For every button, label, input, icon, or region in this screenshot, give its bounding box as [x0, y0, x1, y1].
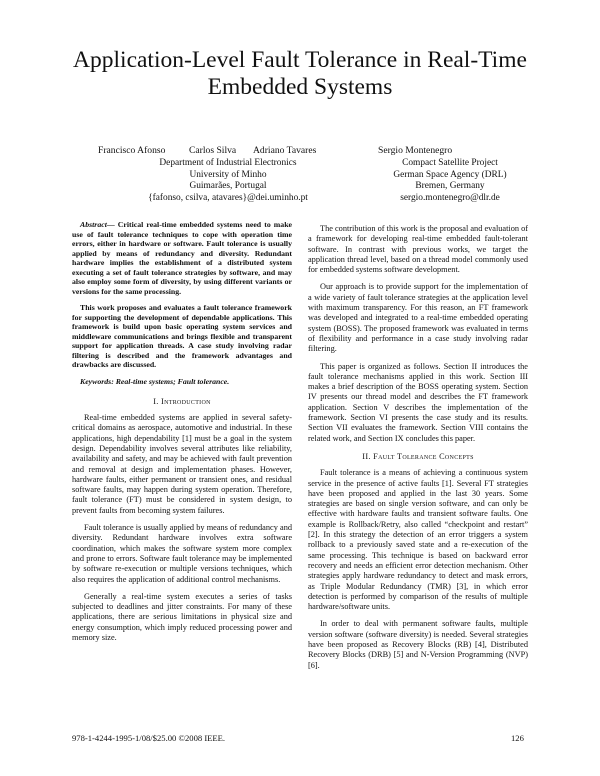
abstract-paragraph	[72, 220, 292, 296]
body-paragraph: Real-time embedded systems are applied in several safety-critical domains as aerospace, automotive and industrial. In these applications, high dependability [1] must be a goal in the system design. Dependability involves several attributes like reliability, availability and safety, and may be achieved with fault prevention and removal at design and implementation phases. However, hardware faults, either permanent or transient ones, and residual software faults, may happen during system operation. Therefore, fault tolerance (FT) must be considered in system design, to prevent faults from becoming system failures.	[72, 413, 292, 515]
affiliation-left	[128, 158, 328, 204]
page-title: Application-Level Fault Tolerance in Real-Time Embedded Systems	[73, 47, 527, 100]
author-name: Carlos Silva	[189, 145, 237, 156]
author-email: sergio.montenegro@dlr.de	[400, 192, 500, 203]
abstract-paragraph: This work proposes and evaluates a fault tolerance framework for supporting the development of dependable applications. This framework is build upon basic operating system services and middleware communications and brings flexible and transparent support for application threads. A case study involving radar filtering is described and the framework advantages and drawbacks are discussed.	[72, 303, 292, 369]
body-paragraph: Generally a real-time system executes a series of tasks subjected to deadlines and jitter constraints. For many of these applications, there are serious limitations in physical size and energy consumption, which imply reduced processing power and memory size.	[72, 591, 292, 643]
body-paragraph: This paper is organized as follows. Section II introduces the fault tolerance mechanisms applied in this work. Section III makes a brief description of the BOSS operating system. Section IV presents our thread model and describes the FT framework application. Section V describes the implementation of the framework. Section VI presents the case study and its results. Section VII evaluates the framework. Section VIII contains the related work, and Section IX concludes this paper.	[308, 361, 528, 443]
section-heading: I. Introduction	[153, 396, 211, 406]
affiliation-line: Department of Industrial Electronics	[159, 158, 297, 168]
keywords: Keywords: Real-time systems; Fault tolerance.	[80, 376, 230, 386]
author-name: Francisco Afonso	[98, 145, 166, 156]
affiliation-line: Compact Satellite Project	[402, 158, 498, 168]
abstract-label: Abstract	[80, 220, 107, 229]
right-column	[308, 224, 528, 678]
affiliation-line: Guimarães, Portugal	[189, 181, 267, 191]
author-email: {fafonso, csilva, atavares}@dei.uminho.pt	[148, 192, 308, 203]
body-paragraph: Our approach is to provide support for the implementation of a wide variety of fault tolerance strategies at the application level with maximum transparency. For this reason, an FT framework was developed and integrated to a real-time embedded operating system (BOSS). The proposed framework was evaluated in terms of flexibility and performance in a case study involving radar filtering.	[308, 282, 528, 354]
abstract-text: — Critical real-time embedded systems need to make use of fault tolerance techniques to cope with operation time errors, either in hardware or software. Fault tolerance is usually applied by means of redundancy and diversity. Redundant hardware implies the establishment of a distributed system executing a set of fault tolerance strategies by software, and may also employ some form of diversity, by using different variants or versions for the same processing.	[72, 220, 292, 296]
affiliation-right	[360, 158, 540, 204]
body-paragraph: Fault tolerance is a means of achieving a continuous system service in the presence of active faults [1]. Several FT strategies have been proposed and applied in the last 30 years. Some strategies are based on single version software, and can only be effective with hardware faults and transient software faults. One example is Rollback/Retry, also called “checkpoint and restart” [2]. In this strategy the detection of an error triggers a system rollback to a previously saved state and a re-execution of the same processing. This technique is based on backward error recovery and needs an efficient error detection mechanism. Other strategies apply hardware redundancy to detect and mask errors, as Triple Modular Redundancy (TMR) [3], in which error detection is performed by comparison of the results of multiple hardware/software units.	[308, 468, 528, 612]
copyright-footer: 978-1-4244-1995-1/08/$25.00 ©2008 IEEE.	[72, 733, 226, 743]
body-paragraph: The contribution of this work is the proposal and evaluation of a framework for developing real-time embedded fault-tolerant software. In contrast with previous works, we target the application thread level, based on a thread model commonly used for embedded systems software development.	[308, 224, 528, 275]
left-column	[72, 220, 292, 650]
section-heading: II. Fault Tolerance Concepts	[362, 451, 474, 461]
page-number: 126	[511, 733, 524, 743]
author-name: Adriano Tavares	[253, 145, 317, 156]
author-name: Sergio Montenegro	[378, 145, 453, 156]
body-paragraph: Fault tolerance is usually applied by means of redundancy and diversity. Redundant hardware involves extra software coordination, which makes the software system more complex and prone to errors. Software fault tolerance may be implemented by software re-execution or multiple versions techniques, which also requires the application of additional control mechanisms.	[72, 523, 292, 584]
affiliation-line: University of Minho	[189, 169, 267, 180]
affiliation-line: German Space Agency (DRL)	[393, 169, 507, 180]
affiliation-line: Bremen, Germany	[415, 181, 485, 191]
body-paragraph: In order to deal with permanent software faults, multiple version software (software diversity) is needed. Several strategies have been proposed as Recovery Blocks (RB) [4], Distributed Recovery Blocks (DRB) [5] and N-Version Programming (NVP) [6].	[308, 619, 528, 670]
